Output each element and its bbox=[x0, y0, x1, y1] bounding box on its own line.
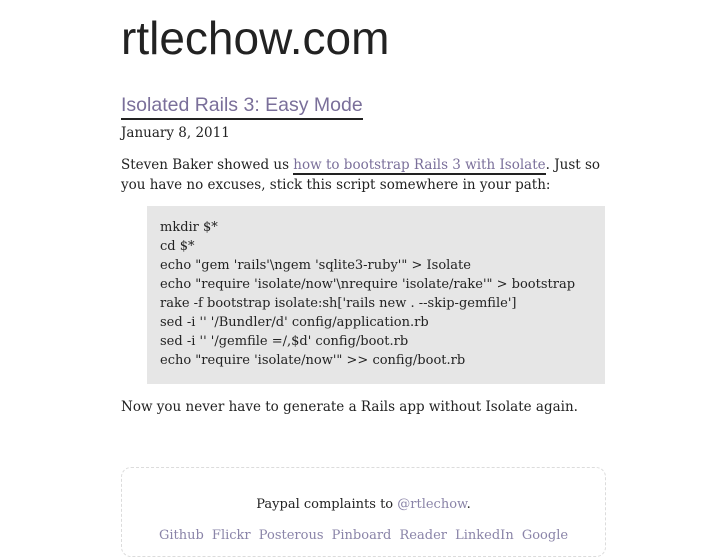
google-link[interactable]: Google bbox=[521, 528, 569, 543]
outro-paragraph: Now you never have to generate a Rails app without Isolate again. bbox=[121, 399, 578, 415]
footer-links bbox=[122, 527, 605, 545]
complaints-line bbox=[122, 496, 605, 514]
code-line: sed -i '' '/Bundler/d' config/application.rb bbox=[160, 315, 429, 330]
complaints-suffix: . bbox=[466, 497, 471, 512]
post-title-link[interactable]: Isolated Rails 3: Easy Mode bbox=[121, 92, 363, 120]
code-line: rake -f bootstrap isolate:sh['rails new . --skip-gemfile'] bbox=[160, 296, 517, 311]
posterous-link[interactable]: Posterous bbox=[258, 528, 324, 543]
reader-link[interactable]: Reader bbox=[399, 528, 447, 543]
code-line: sed -i '' '/gemfile =/,$d' config/boot.rb bbox=[160, 334, 409, 349]
twitter-link[interactable]: @rtlechow bbox=[397, 497, 467, 512]
code-line: echo "require 'isolate/now'" >> config/boot.rb bbox=[160, 353, 466, 368]
code-line: mkdir $* bbox=[160, 220, 218, 235]
code-block bbox=[147, 206, 605, 384]
code-line: cd $* bbox=[160, 239, 195, 254]
github-link[interactable]: Github bbox=[158, 528, 204, 543]
code-line: echo "gem 'rails'\ngem 'sqlite3-ruby'" > Isolate bbox=[160, 258, 471, 273]
bootstrap-isolate-link[interactable]: how to bootstrap Rails 3 with Isolate bbox=[293, 157, 546, 173]
site-title[interactable]: rtlechow.com bbox=[121, 12, 390, 64]
pinboard-link[interactable]: Pinboard bbox=[331, 528, 392, 543]
complaints-prefix: Paypal complaints to bbox=[256, 497, 398, 512]
intro-text-before: Steven Baker showed us bbox=[121, 157, 294, 173]
intro-text-after: . Just so you have no excuses, stick this script somewhere in your path: bbox=[121, 157, 601, 193]
post-date: January 8, 2011 bbox=[121, 125, 230, 141]
linkedin-link[interactable]: LinkedIn bbox=[455, 528, 514, 543]
code-line: echo "require 'isolate/now'\nrequire 'isolate/rake'" > bootstrap bbox=[160, 277, 576, 292]
footer-box bbox=[121, 467, 606, 557]
intro-paragraph bbox=[121, 155, 611, 195]
flickr-link[interactable]: Flickr bbox=[211, 528, 251, 543]
